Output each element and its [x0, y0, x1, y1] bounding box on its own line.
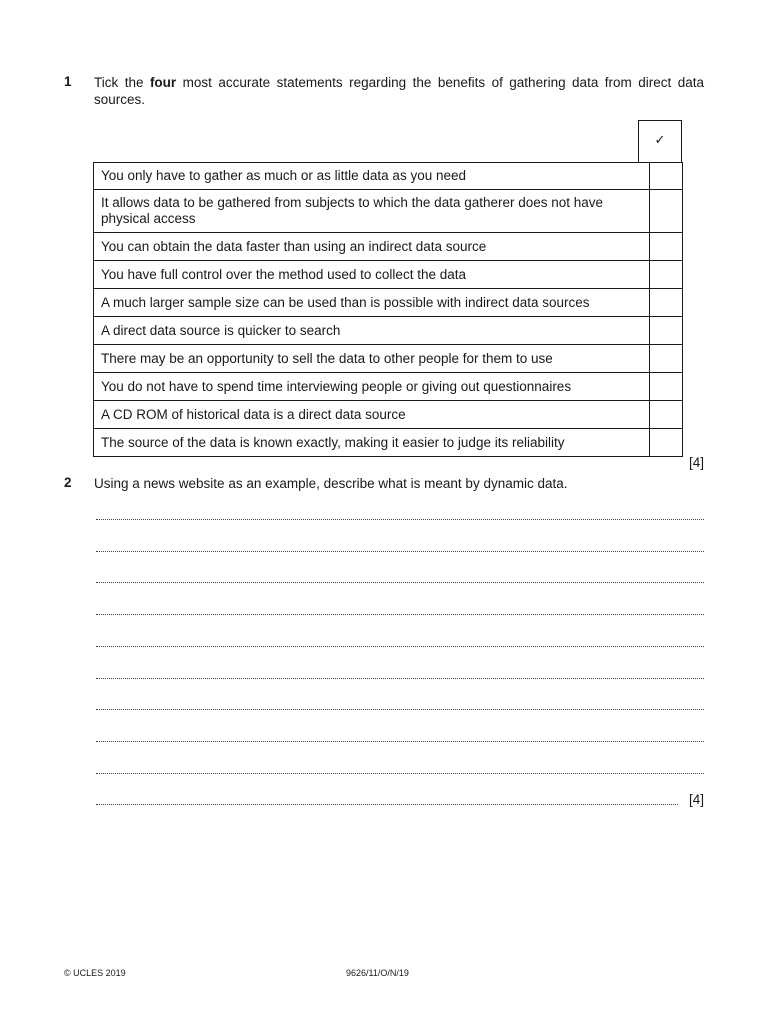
tick-box[interactable] [650, 373, 683, 401]
question-1-text-end: most accurate statements regarding the benefits of gathering data from direct data sources. [94, 75, 704, 107]
table-row [94, 345, 683, 373]
answer-line[interactable] [96, 614, 704, 615]
answer-line[interactable] [96, 804, 678, 805]
answer-line[interactable] [96, 551, 704, 552]
footer-paper-code: 9626/11/O/N/19 [346, 968, 409, 978]
answer-line[interactable] [96, 582, 704, 583]
answer-line[interactable] [96, 773, 704, 774]
question-1-text-start: Tick the [94, 75, 150, 90]
tick-box[interactable] [650, 401, 683, 429]
statement-text: A CD ROM of historical data is a direct data source [94, 401, 650, 429]
table-row [94, 163, 683, 190]
answer-line[interactable] [96, 519, 704, 520]
table-row [94, 289, 683, 317]
statements-table [93, 162, 683, 457]
tick-box[interactable] [650, 233, 683, 261]
statement-text: The source of the data is known exactly, making it easier to judge its reliability [94, 429, 650, 457]
tick-box[interactable] [650, 429, 683, 457]
statement-text: You have full control over the method used to collect the data [94, 261, 650, 289]
table-row [94, 233, 683, 261]
tick-box[interactable] [650, 163, 683, 190]
answer-line[interactable] [96, 678, 704, 679]
table-row [94, 317, 683, 345]
question-1-number: 1 [64, 74, 72, 89]
answer-line[interactable] [96, 709, 704, 710]
statement-text: You only have to gather as much or as little data as you need [94, 163, 650, 190]
table-row [94, 429, 683, 457]
table-row [94, 261, 683, 289]
statement-text: It allows data to be gathered from subjects to which the data gatherer does not have physical access [94, 190, 650, 233]
footer-copyright: © UCLES 2019 [64, 968, 126, 978]
statement-text: You can obtain the data faster than using an indirect data source [94, 233, 650, 261]
answer-line[interactable] [96, 741, 704, 742]
table-row [94, 373, 683, 401]
tick-box[interactable] [650, 289, 683, 317]
question-2-number: 2 [64, 475, 72, 490]
statement-text: You do not have to spend time interviewing people or giving out questionnaires [94, 373, 650, 401]
statement-text: A direct data source is quicker to search [94, 317, 650, 345]
tick-box[interactable] [650, 317, 683, 345]
table-row [94, 401, 683, 429]
question-1-text-bold: four [149, 75, 177, 90]
question-2-marks: [4] [689, 792, 705, 807]
question-1-text [94, 74, 704, 108]
statement-text: A much larger sample size can be used than is possible with indirect data sources [94, 289, 650, 317]
tick-box[interactable] [650, 190, 683, 233]
tick-column-header: ✓ [638, 120, 682, 162]
question-2-text: Using a news website as an example, describe what is meant by dynamic data. [94, 476, 568, 491]
question-1-marks: [4] [688, 455, 704, 470]
answer-line[interactable] [96, 646, 704, 647]
table-row [94, 190, 683, 233]
tick-box[interactable] [650, 345, 683, 373]
tick-box[interactable] [650, 261, 683, 289]
statement-text: There may be an opportunity to sell the data to other people for them to use [94, 345, 650, 373]
